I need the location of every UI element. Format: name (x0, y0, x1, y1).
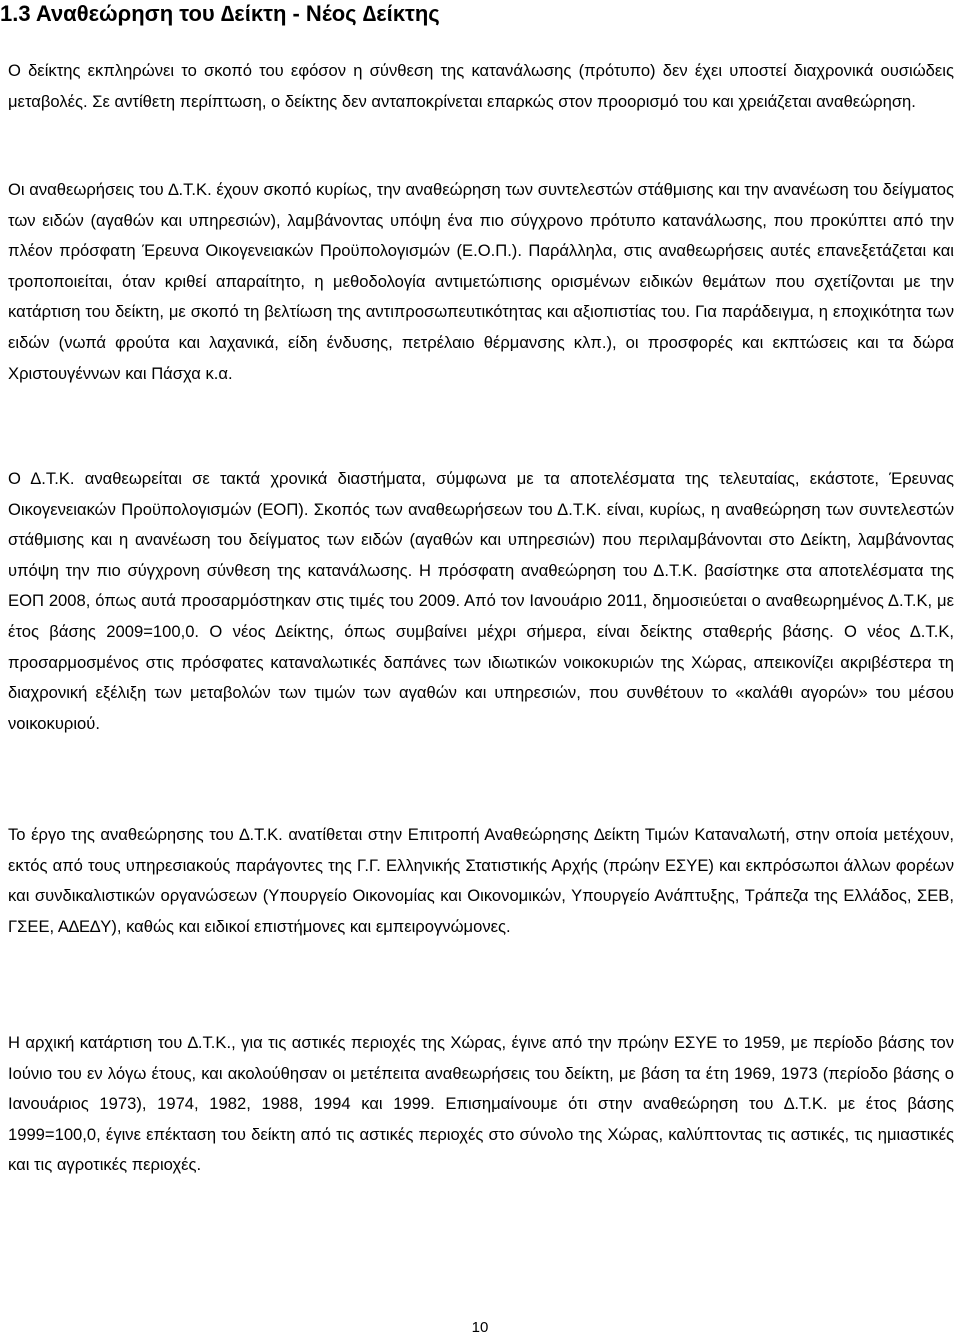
paragraph-revision-goals: Οι αναθεωρήσεις του ∆.Τ.Κ. έχουν σκοπό κυρίως, την αναθεώρηση των συντελεστών στάθμισης και την ανανέωση του δείγματος των ειδών (αγαθών και υπηρεσιών), λαμβάνοντας υπόψη ένα πιο σύγχρονο πρότυπο κατανάλωσης, που προκύπτει από την πλέον πρόσφατη Έρευνα Οικογενειακών Προϋπολογισμών (Ε.Ο.Π.). Παράλληλα, στις αναθεωρήσεις αυτές επανεξετάζεται και τροποποιείται, όταν κριθεί απαραίτητο, η μεθοδολογία αντιμετώπισης ορισμένων ειδικών θεμάτων που σχετίζονται με την κατάρτιση του δείκτη, με σκοπό τη βελτίωση της αντιπροσωπευτικότητας και αξιοπιστίας του. Για παράδειγμα, η εποχικότητα των ειδών (νωπά φρούτα και λαχανικά, είδη ένδυσης, πετρέλαιο θέρμανσης κλπ.), οι προσφορές και εκπτώσεις και τα δώρα Χριστουγέννων και Πάσχα κ.α. (8, 180, 954, 383)
section-heading: 1.3 Αναθεώρηση του ∆είκτη - Νέος ∆είκτης (0, 1, 440, 26)
page-number: 10 (471, 1319, 489, 1336)
paragraph-history: Η αρχική κατάρτιση του ∆.Τ.Κ., για τις αστικές περιοχές της Χώρας, έγινε από την πρώην ΕΣΥΕ το 1959, με περίοδο βάσης τον Ιούνιο του εν λόγω έτους, και ακολούθησαν οι μετέπειτα αναθεωρήσεις του δείκτη, με βάση τα έτη 1969, 1973 (περίοδο βάσης ο Ιανουάριος 1973), 1974, 1982, 1988, 1994 και 1999. Επισημαίνουμε ότι στην αναθεώρηση του ∆.Τ.Κ. με έτος βάσης 1999=100,0, έγινε επέκταση του δείκτη από τις αστικές περιοχές στο σύνολο της Χώρας, καλύπτοντας τις αστικές, τις ημιαστικές και τις αγροτικές περιοχές. (8, 1033, 954, 1175)
paragraph-new-index: Ο Δ.Τ.Κ. αναθεωρείται σε τακτά χρονικά διαστήματα, σύμφωνα με τα αποτελέσματα της τελευταίας, εκάστοτε, Έρευνας Οικογενειακών Προϋπολογισμών (ΕΟΠ). Σκοπός των αναθεωρήσεων του Δ.Τ.Κ. είναι, κυρίως, η αναθεώρηση των συντελεστών στάθμισης και η ανανέωση του δείγματος των ειδών (αγαθών και υπηρεσιών) που περιλαμβάνονται στο Δείκτη, λαμβάνοντας υπόψη την πιο σύγχρονη σύνθεση της κατανάλωσης. Η πρόσφατη αναθεώρηση του Δ.Τ.Κ. βασίστηκε στα αποτελέσματα της ΕΟΠ 2008, όπως αυτά προσαρμόστηκαν στις τιμές του 2009. Από τον Ιανουάριο 2011, δημοσιεύεται ο αναθεωρημένος Δ.Τ.Κ, με έτος βάσης 2009=100,0. Ο νέος Δείκτης, όπως συμβαίνει μέχρι σήμερα, είναι δείκτης σταθερής βάσης. Ο νέος Δ.Τ.Κ, προσαρμοσμένος στις πρόσφατες καταναλωτικές δαπάνες των ιδιωτικών νοικοκυριών της Χώρας, απεικονίζει ακριβέστερα τη διαχρονική εξέλιξη των μεταβολών των τιμών των αγαθών και υπηρεσιών, που συνθέτουν το «καλάθι αγορών» του μέσου νοικοκυριού. (8, 469, 954, 733)
paragraph-revision-committee: Το έργο της αναθεώρησης του ∆.Τ.Κ. ανατίθεται στην Επιτροπή Αναθεώρησης ∆είκτη Τιμών Καταναλωτή, στην οποία μετέχουν, εκτός από τους υπηρεσιακούς παράγοντες της Γ.Γ. Ελληνικής Στατιστικής Αρχής (πρώην ΕΣΥΕ) και εκπρόσωποι άλλων φορέων και συνδικαλιστικών οργανώσεων (Υπουργείο Οικονομίας και Οικονομικών, Υπουργείο Ανάπτυξης, Τράπεζα της Ελλάδος, ΣΕΒ, ΓΣΕΕ, Α∆Ε∆Υ), καθώς και ειδικοί επιστήμονες και εμπειρογνώμονες. (8, 825, 954, 936)
paragraph-index-purpose: Ο δείκτης εκπληρώνει το σκοπό του εφόσον η σύνθεση της κατανάλωσης (πρότυπο) δεν έχει υποστεί διαχρονικά ουσιώδεις μεταβολές. Σε αντίθετη περίπτωση, ο δείκτης δεν ανταποκρίνεται επαρκώς στον προορισμό του και χρειάζεται αναθεώρηση. (8, 61, 954, 111)
